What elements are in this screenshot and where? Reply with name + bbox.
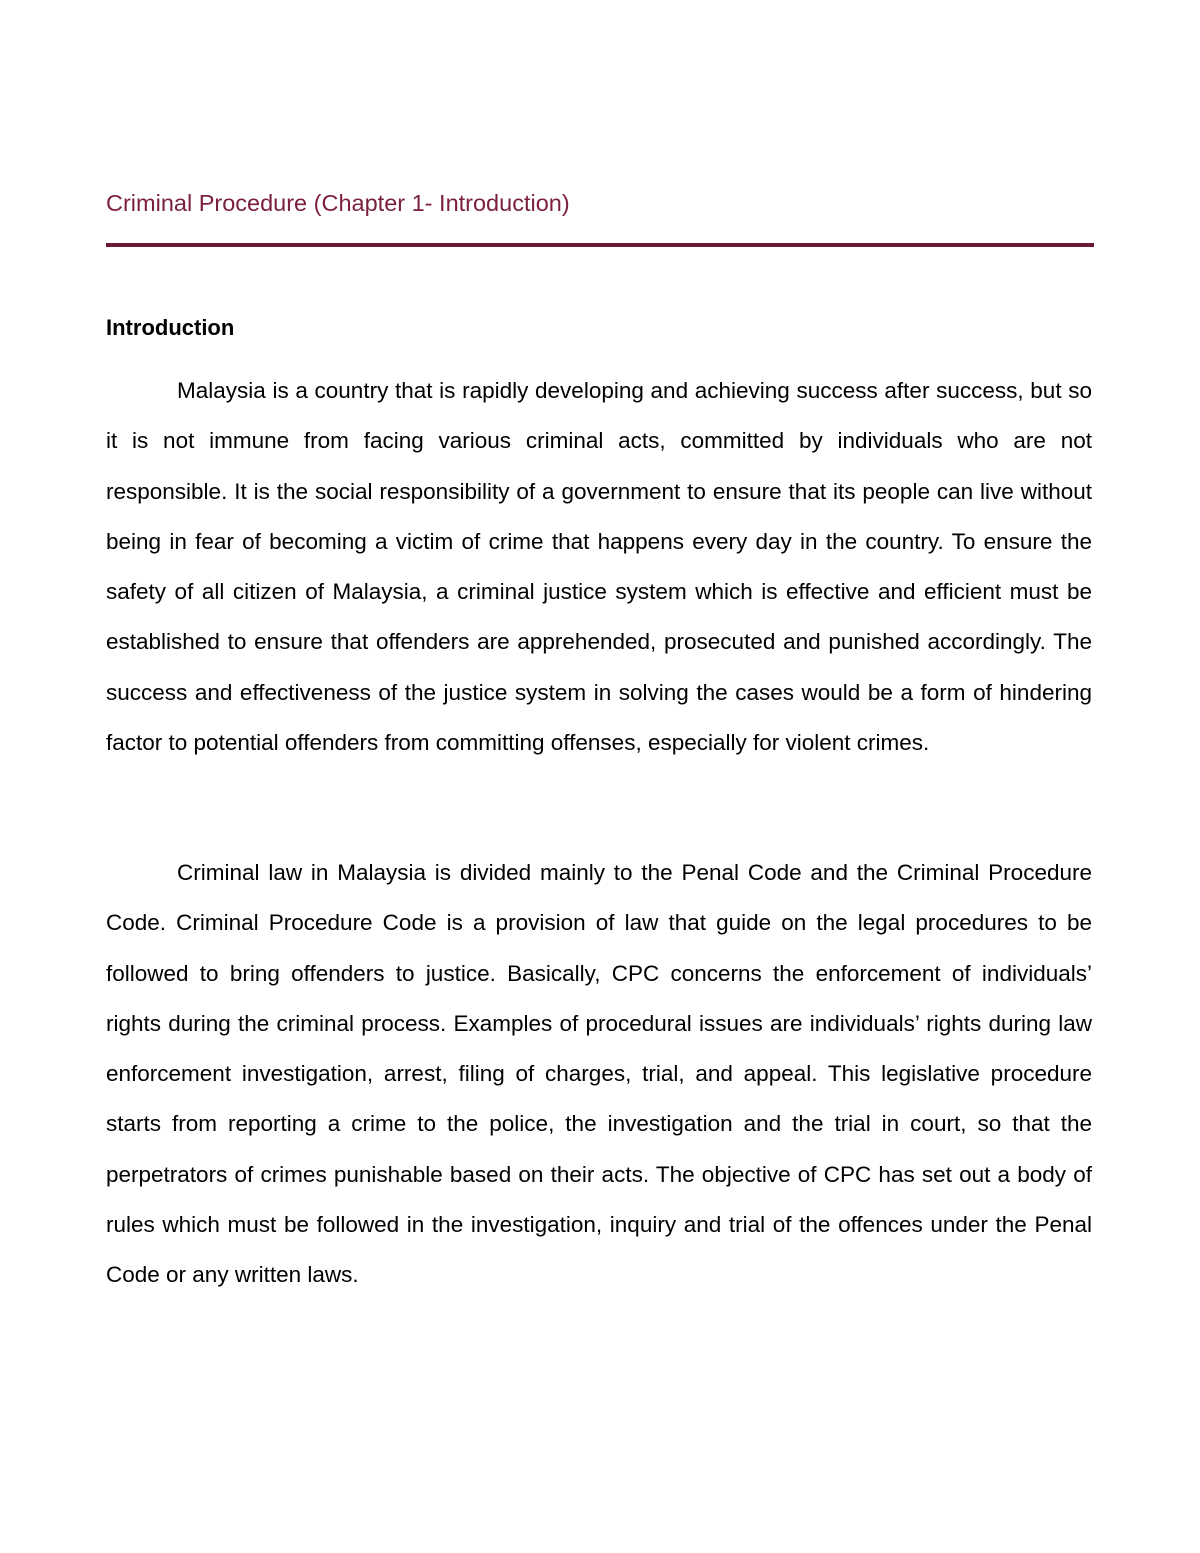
- title-divider: [106, 243, 1094, 247]
- document-title: Criminal Procedure (Chapter 1- Introduction): [106, 190, 570, 216]
- section-heading-introduction: Introduction: [106, 315, 235, 340]
- body-paragraph-2: Criminal law in Malaysia is divided mainly to the Penal Code and the Criminal Procedure Code. Criminal Procedure Code is a provision of law that guide on the legal procedures to be followed to bring offenders to justice. Basically, CPC concerns the enforcement of individuals’ rights during the criminal process. Examples of procedural issues are individuals’ rights during law enforcement investigation, arrest, filing of charges, trial, and appeal. This legislative procedure starts from reporting a crime to the police, the investigation and the trial in court, so that the perpetrators of crimes punishable based on their acts. The objective of CPC has set out a body of rules which must be followed in the investigation, inquiry and trial of the offences under the Penal Code or any written laws.: [106, 860, 1092, 1288]
- body-paragraph-1: Malaysia is a country that is rapidly developing and achieving success after success, but so it is not immune from facing various criminal acts, committed by individuals who are not responsible. It is the social responsibility of a government to ensure that its people can live without being in fear of becoming a victim of crime that happens every day in the country. To ensure the safety of all citizen of Malaysia, a criminal justice system which is effective and efficient must be established to ensure that offenders are apprehended, prosecuted and punished accordingly. The success and effectiveness of the justice system in solving the cases would be a form of hindering factor to potential offenders from committing offenses, especially for violent crimes.: [106, 378, 1092, 756]
